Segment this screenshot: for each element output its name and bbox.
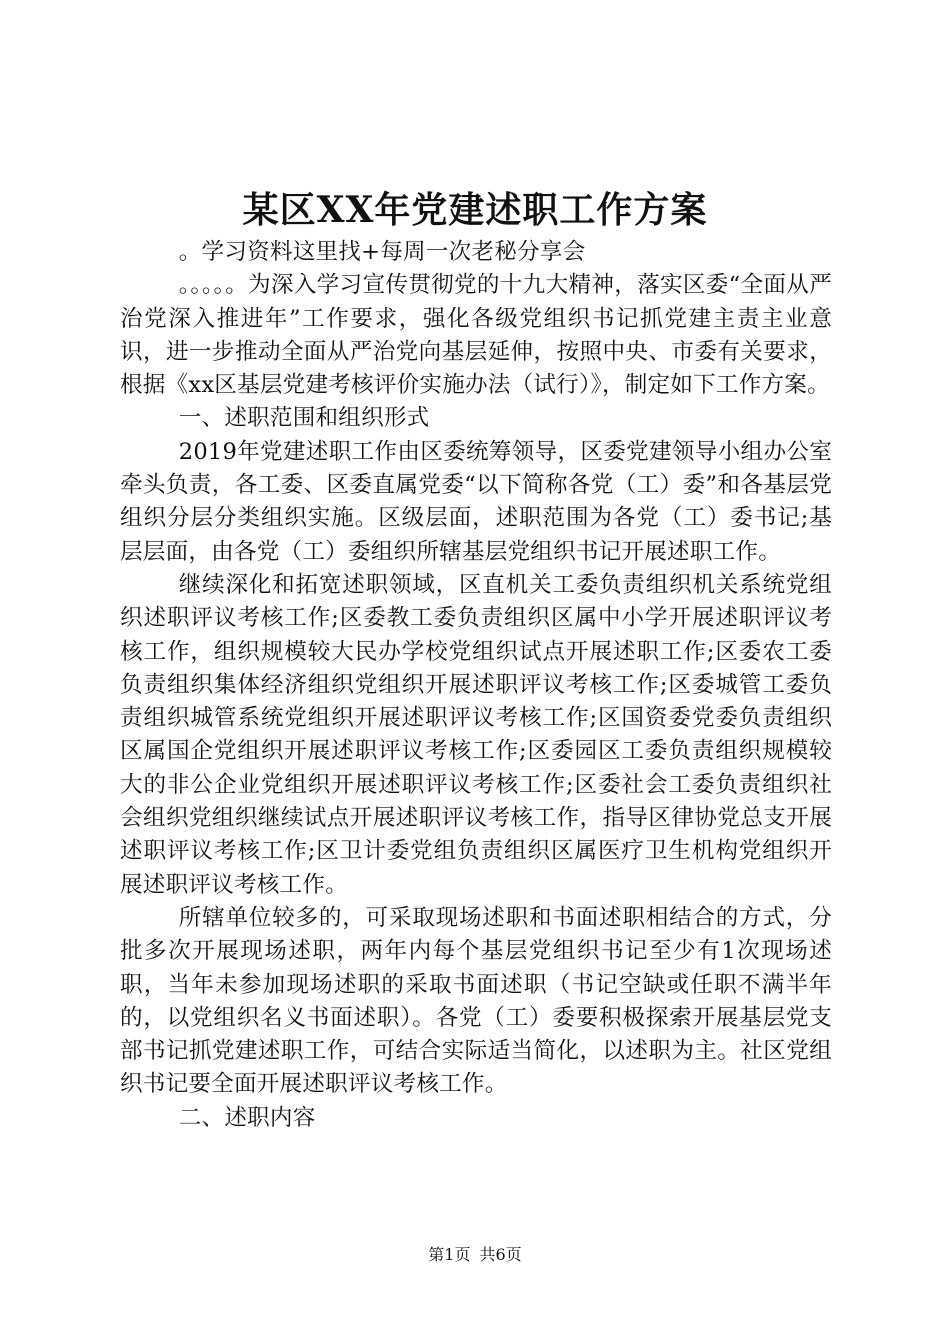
document-title: 某区XX年党建述职工作方案 [242, 189, 708, 231]
paragraph-scope: 2019年党建述职工作由区委统筹领导，区委党建领导小组办公室牵头负责，各工委、区委直属党委“以下简称各党（工）委”和各基层党组织分层分类组织实施。区级层面，述职范围为各党（工）委书记;基层层面，由各党（工）委组织所辖基层党组织书记开展述职工作。 [120, 438, 832, 565]
page-number: 第1页 共6页 [428, 1245, 522, 1264]
intro-note: 。学习资料这里找+每周一次老秘分享会 [178, 239, 586, 265]
section-heading-1: 一、述职范围和组织形式 [178, 405, 430, 432]
paragraph-expansion: 继续深化和拓宽述职领域，区直机关工委负责组织机关系统党组织述职评议考核工作;区委教工委负责组织区属中小学开展述职评议考核工作，组织规模较大民办学校党组织试点开展述职工作;区委农工委负责组织集体经济组织党组织开展述职评议考核工作;区委城管工委负责组织城管系统党组织开展述职评议考核工作;区国资委党委负责组织区属国企党组织开展述职评议考核工作;区委园区工委负责组织规模较大的非公企业党组织开展述职评议考核工作;区委社会工委负责组织社会组织党组织继续试点开展述职评议考核工作，指导区律协党总支开展述职评议考核工作;区卫计委党组负责组织区属医疗卫生机构党组织开展述职评议考核工作。 [120, 571, 832, 898]
paragraph-preamble: 。。。。。为深入学习宣传贯彻党的十九大精神，落实区委“全面从严治党深入推进年”工作要求，强化各级党组织书记抓党建主责主业意识，进一步推动全面从严治党向基层延伸，按照中央、市委有关要求，根据《xx区基层党建考核评价实施办法（试行）》，制定如下工作方案。 [120, 272, 832, 399]
document-body [120, 236, 832, 1135]
paragraph-methods: 所辖单位较多的，可采取现场述职和书面述职相结合的方式，分批多次开展现场述职，两年内每个基层党组织书记至少有1次现场述职，当年未参加现场述职的采取书面述职（书记空缺或任职不满半年的，以党组织名义书面述职）。各党（工）委要积极探索开展基层党支部书记抓党建述职工作，可结合实际适当简化，以述职为主。社区党组织书记要全面开展述职评议考核工作。 [120, 904, 832, 1098]
section-heading-2: 二、述职内容 [178, 1104, 316, 1131]
